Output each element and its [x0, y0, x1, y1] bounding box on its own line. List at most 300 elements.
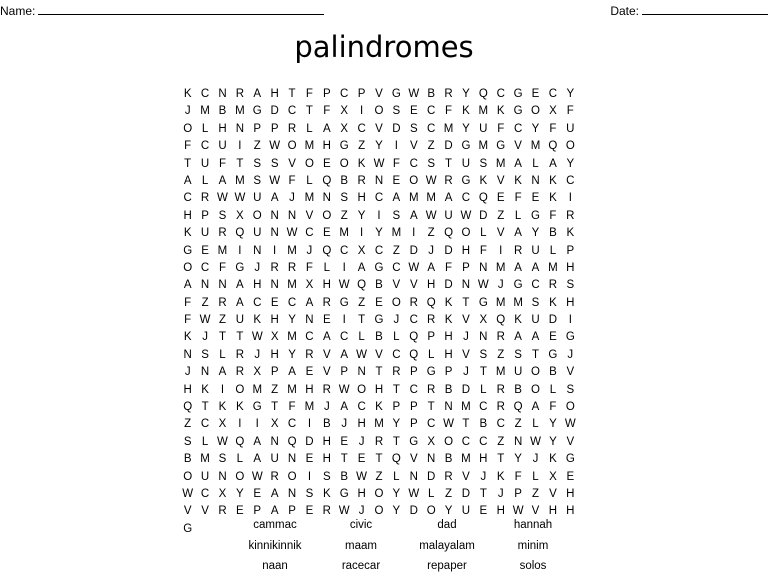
- grid-cell: F: [305, 261, 313, 274]
- grid-cell: M: [374, 418, 384, 431]
- grid-cell: R: [444, 470, 453, 483]
- grid-cell: T: [236, 157, 244, 170]
- grid-cell: A: [218, 366, 227, 379]
- grid-cell: Z: [497, 348, 505, 361]
- grid-cell: G: [496, 140, 506, 153]
- grid-cell: K: [496, 105, 505, 118]
- grid-cell: E: [322, 314, 331, 327]
- grid-cell: G: [183, 244, 193, 257]
- grid-cell: R: [427, 383, 436, 396]
- grid-cell: S: [201, 348, 209, 361]
- grid-cell: S: [305, 487, 314, 500]
- grid-cell: M: [252, 383, 263, 396]
- grid-cell: R: [235, 348, 245, 361]
- grid-cell: S: [427, 157, 435, 170]
- grid-cell: C: [392, 261, 401, 274]
- grid-cell: H: [444, 348, 453, 361]
- grid-cell: C: [183, 192, 192, 205]
- grid-cell: Y: [549, 418, 557, 431]
- word-list-item: racecar: [341, 560, 381, 572]
- grid-cell: H: [566, 505, 575, 518]
- grid-cell: T: [462, 418, 470, 431]
- grid-cell: M: [200, 453, 210, 466]
- grid-cell: S: [392, 105, 401, 118]
- grid-cell: Z: [218, 314, 226, 327]
- grid-cell: E: [305, 505, 314, 518]
- grid-cell: U: [200, 157, 210, 170]
- grid-cell: G: [183, 522, 193, 535]
- grid-cell: T: [358, 314, 366, 327]
- grid-cell: S: [340, 192, 349, 205]
- grid-cell: N: [235, 122, 245, 135]
- grid-cell: S: [409, 122, 418, 135]
- grid-cell: V: [375, 122, 383, 135]
- grid-cell: K: [549, 192, 557, 205]
- grid-cell: A: [340, 401, 349, 414]
- grid-cell: C: [496, 418, 505, 431]
- grid-cell: M: [235, 105, 245, 118]
- grid-cell: I: [307, 418, 312, 431]
- grid-cell: R: [235, 366, 245, 379]
- grid-cell: C: [340, 88, 349, 100]
- grid-cell: A: [392, 192, 401, 205]
- grid-cell: H: [566, 487, 575, 500]
- grid-cell: A: [270, 505, 279, 518]
- grid-cell: D: [461, 487, 471, 500]
- grid-cell: U: [566, 122, 575, 135]
- grid-cell: J: [323, 401, 330, 414]
- grid-cell: O: [531, 383, 540, 396]
- grid-cell: N: [374, 174, 384, 187]
- grid-cell: R: [566, 209, 575, 222]
- grid-cell: D: [461, 383, 471, 396]
- grid-cell: T: [184, 157, 192, 170]
- grid-cell: N: [218, 470, 227, 483]
- grid-cell: Q: [496, 314, 506, 327]
- grid-cell: Y: [531, 227, 540, 240]
- grid-cell: R: [357, 174, 366, 187]
- grid-cell: K: [322, 487, 331, 500]
- grid-cell: X: [218, 487, 227, 500]
- grid-cell: V: [322, 366, 331, 379]
- grid-cell: C: [409, 314, 418, 327]
- grid-cell: U: [253, 227, 262, 240]
- grid-cell: N: [357, 366, 366, 379]
- grid-cell: C: [374, 192, 384, 205]
- grid-cell: V: [392, 279, 401, 292]
- grid-cell: T: [288, 88, 296, 100]
- grid-cell: S: [566, 279, 575, 292]
- grid-cell: I: [342, 261, 346, 274]
- grid-cell: M: [217, 244, 228, 257]
- grid-cell: K: [514, 314, 522, 327]
- grid-cell: X: [340, 105, 349, 118]
- grid-cell: F: [549, 209, 557, 222]
- grid-cell: L: [532, 157, 539, 170]
- word-list-item: naan: [262, 560, 288, 572]
- grid-cell: T: [497, 453, 505, 466]
- grid-cell: X: [253, 366, 262, 379]
- grid-cell: L: [393, 331, 400, 344]
- grid-cell: C: [479, 401, 488, 414]
- grid-cell: P: [514, 487, 522, 500]
- grid-cell: N: [479, 331, 488, 344]
- grid-cell: O: [461, 227, 471, 240]
- grid-cell: C: [305, 331, 314, 344]
- grid-cell: P: [253, 122, 262, 135]
- grid-cell: M: [478, 140, 489, 153]
- grid-cell: U: [513, 366, 523, 379]
- grid-cell: K: [549, 296, 557, 309]
- grid-cell: G: [478, 296, 488, 309]
- grid-cell: A: [514, 261, 522, 274]
- grid-cell: R: [444, 88, 453, 100]
- grid-cell: R: [287, 122, 297, 135]
- grid-cell: Y: [392, 487, 401, 500]
- word-list-item: minim: [517, 539, 549, 552]
- grid-cell: W: [408, 88, 420, 100]
- grid-cell: K: [375, 401, 383, 414]
- grid-cell: M: [495, 296, 506, 309]
- grid-cell: D: [444, 279, 453, 292]
- grid-cell: S: [566, 383, 575, 396]
- grid-cell: Y: [288, 314, 296, 327]
- grid-cell: C: [340, 331, 349, 344]
- grid-cell: E: [409, 105, 418, 118]
- grid-cell: S: [218, 209, 227, 222]
- grid-cell: B: [549, 227, 557, 240]
- grid-cell: H: [218, 122, 227, 135]
- grid-cell: H: [322, 279, 331, 292]
- grid-cell: O: [287, 140, 297, 153]
- grid-cell: Z: [514, 418, 522, 431]
- grid-cell: S: [531, 296, 540, 309]
- name-label: Name:: [0, 4, 36, 18]
- grid-cell: W: [356, 470, 368, 483]
- grid-cell: R: [496, 383, 505, 396]
- grid-cell: R: [374, 435, 384, 448]
- grid-cell: C: [566, 174, 575, 187]
- grid-cell: E: [392, 174, 401, 187]
- grid-cell: Y: [514, 453, 522, 466]
- grid-cell: D: [548, 314, 558, 327]
- grid-cell: B: [549, 366, 557, 379]
- grid-cell: M: [235, 174, 245, 187]
- grid-cell: C: [340, 244, 349, 257]
- grid-cell: K: [549, 174, 557, 187]
- word-list-item: solos: [519, 560, 547, 572]
- grid-cell: O: [357, 383, 367, 396]
- grid-cell: Y: [566, 157, 575, 170]
- grid-cell: Z: [253, 140, 261, 153]
- grid-cell: H: [322, 453, 331, 466]
- grid-cell: Q: [426, 296, 436, 309]
- grid-cell: J: [532, 453, 539, 466]
- grid-cell: H: [496, 505, 505, 518]
- grid-cell: V: [409, 453, 418, 466]
- grid-cell: G: [391, 88, 401, 100]
- grid-cell: U: [531, 244, 540, 257]
- grid-cell: M: [287, 244, 297, 257]
- grid-cell: W: [338, 279, 350, 292]
- grid-cell: N: [287, 453, 297, 466]
- grid-cell: C: [548, 88, 558, 100]
- grid-cell: F: [184, 140, 192, 153]
- grid-cell: D: [427, 470, 436, 483]
- grid-cell: E: [549, 331, 557, 344]
- grid-cell: R: [496, 331, 505, 344]
- grid-cell: P: [270, 366, 279, 379]
- grid-cell: O: [183, 122, 193, 135]
- grid-cell: P: [201, 209, 209, 222]
- grid-cell: L: [219, 348, 226, 361]
- grid-cell: S: [218, 453, 227, 466]
- grid-cell: W: [512, 505, 524, 518]
- grid-cell: O: [252, 209, 262, 222]
- grid-cell: B: [322, 418, 331, 431]
- grid-cell: B: [514, 383, 522, 396]
- grid-cell: Q: [322, 244, 332, 257]
- grid-cell: N: [287, 209, 297, 222]
- grid-cell: M: [304, 140, 315, 153]
- grid-cell: E: [340, 435, 349, 448]
- grid-cell: H: [305, 383, 314, 396]
- grid-cell: V: [375, 88, 383, 100]
- grid-cell: R: [322, 296, 331, 309]
- grid-cell: F: [549, 401, 557, 414]
- grid-cell: I: [568, 192, 572, 205]
- grid-cell: I: [394, 140, 398, 153]
- grid-cell: M: [461, 401, 471, 414]
- grid-cell: Z: [445, 487, 453, 500]
- grid-cell: S: [479, 157, 488, 170]
- grid-cell: G: [339, 487, 349, 500]
- grid-cell: H: [357, 487, 366, 500]
- grid-cell: X: [427, 435, 435, 448]
- grid-cell: U: [200, 470, 210, 483]
- grid-cell: R: [409, 296, 418, 309]
- grid-cell: X: [340, 122, 349, 135]
- grid-cell: Y: [444, 505, 453, 518]
- grid-cell: F: [392, 157, 400, 170]
- grid-cell: J: [341, 418, 348, 431]
- grid-cell: I: [568, 314, 572, 327]
- grid-cell: F: [549, 122, 557, 135]
- grid-cell: B: [375, 279, 383, 292]
- grid-cell: K: [479, 174, 488, 187]
- grid-cell: N: [200, 366, 210, 379]
- grid-cell: W: [425, 209, 437, 222]
- grid-cell: D: [444, 140, 453, 153]
- grid-cell: F: [305, 88, 313, 100]
- grid-cell: F: [514, 470, 522, 483]
- grid-cell: E: [305, 453, 314, 466]
- grid-cell: N: [444, 401, 453, 414]
- grid-cell: G: [252, 401, 262, 414]
- grid-cell: J: [480, 470, 487, 483]
- grid-cell: A: [531, 331, 540, 344]
- grid-cell: U: [461, 157, 471, 170]
- grid-cell: W: [269, 140, 281, 153]
- grid-cell: R: [270, 261, 279, 274]
- grid-cell: C: [253, 296, 262, 309]
- grid-cell: W: [217, 192, 228, 205]
- grid-cell: S: [514, 348, 522, 361]
- grid-cell: Q: [548, 140, 558, 153]
- grid-cell: D: [392, 122, 401, 135]
- grid-cell: F: [288, 401, 296, 414]
- grid-cell: T: [392, 383, 400, 396]
- grid-cell: K: [183, 227, 192, 240]
- grid-cell: R: [322, 383, 331, 396]
- word-list-item: malayalam: [419, 539, 475, 552]
- grid-cell: V: [549, 487, 557, 500]
- grid-cell: A: [549, 157, 557, 170]
- grid-cell: W: [338, 505, 350, 518]
- grid-cell: N: [270, 209, 279, 222]
- grid-cell: Z: [497, 435, 505, 448]
- grid-cell: R: [496, 401, 505, 414]
- grid-cell: V: [462, 314, 470, 327]
- grid-cell: J: [567, 348, 574, 361]
- grid-cell: P: [427, 331, 435, 344]
- grid-cell: Z: [375, 470, 383, 483]
- name-field: [0, 4, 324, 18]
- grid-cell: C: [513, 122, 523, 135]
- grid-cell: L: [323, 261, 331, 274]
- grid-cell: A: [253, 453, 262, 466]
- grid-cell: N: [427, 453, 436, 466]
- grid-cell: V: [462, 470, 470, 483]
- grid-cell: T: [479, 366, 487, 379]
- grid-cell: S: [253, 157, 262, 170]
- grid-cell: R: [513, 244, 523, 257]
- grid-cell: Y: [566, 88, 575, 100]
- grid-cell: X: [236, 209, 244, 222]
- grid-cell: P: [357, 88, 366, 100]
- grid-cell: H: [479, 453, 488, 466]
- grid-cell: W: [443, 418, 454, 431]
- grid-cell: T: [479, 487, 487, 500]
- grid-cell: J: [463, 366, 469, 379]
- date-field: [610, 4, 768, 18]
- grid-cell: I: [360, 227, 364, 240]
- grid-cell: L: [549, 244, 557, 257]
- grid-cell: V: [409, 279, 418, 292]
- grid-cell: T: [340, 453, 348, 466]
- grid-cell: W: [373, 157, 385, 170]
- word-list-item: maam: [345, 539, 377, 552]
- grid-cell: J: [254, 261, 261, 274]
- grid-cell: U: [531, 314, 540, 327]
- grid-cell: E: [375, 296, 383, 309]
- grid-cell: O: [426, 505, 436, 518]
- grid-cell: Q: [183, 401, 193, 414]
- grid-cell: F: [566, 105, 574, 118]
- grid-cell: Q: [409, 348, 419, 361]
- grid-cell: C: [287, 105, 297, 118]
- grid-cell: R: [218, 505, 227, 518]
- grid-cell: L: [514, 209, 522, 222]
- grid-cell: K: [218, 401, 227, 414]
- grid-cell: L: [480, 383, 487, 396]
- grid-cell: C: [409, 157, 418, 170]
- grid-cell: A: [514, 227, 522, 240]
- grid-cell: C: [427, 105, 436, 118]
- grid-cell: R: [427, 314, 436, 327]
- grid-cell: M: [461, 453, 471, 466]
- grid-cell: H: [270, 348, 279, 361]
- grid-cell: T: [531, 348, 540, 361]
- grid-cell: O: [322, 209, 332, 222]
- grid-cell: G: [374, 261, 384, 274]
- grid-cell: N: [218, 279, 227, 292]
- grid-cell: R: [444, 174, 453, 187]
- grid-cell: F: [184, 314, 192, 327]
- grid-cell: Y: [375, 140, 383, 153]
- grid-cell: J: [497, 279, 504, 292]
- grid-cell: Y: [357, 209, 366, 222]
- grid-cell: F: [514, 192, 522, 205]
- grid-cell: C: [427, 418, 436, 431]
- grid-cell: N: [531, 174, 540, 187]
- grid-cell: J: [306, 244, 313, 257]
- grid-cell: V: [201, 505, 209, 518]
- grid-cell: A: [357, 261, 366, 274]
- grid-cell: A: [236, 279, 244, 292]
- grid-cell: I: [360, 105, 364, 118]
- grid-cell: H: [183, 209, 192, 222]
- grid-cell: C: [287, 418, 297, 431]
- grid-cell: A: [514, 157, 522, 170]
- grid-cell: P: [409, 418, 418, 431]
- grid-cell: N: [287, 487, 297, 500]
- grid-cell: M: [530, 140, 541, 153]
- grid-cell: E: [531, 192, 540, 205]
- grid-cell: O: [374, 487, 384, 500]
- grid-cell: T: [375, 366, 383, 379]
- grid-cell: N: [305, 314, 314, 327]
- grid-cell: D: [409, 505, 418, 518]
- grid-cell: L: [532, 418, 539, 431]
- grid-cell: E: [236, 505, 244, 518]
- grid-cell: T: [271, 401, 279, 414]
- grid-cell: I: [273, 244, 277, 257]
- grid-cell: W: [199, 314, 211, 327]
- grid-cell: U: [270, 453, 279, 466]
- grid-cell: F: [184, 296, 192, 309]
- grid-cell: P: [340, 366, 349, 379]
- grid-cell: T: [392, 435, 400, 448]
- grid-cell: T: [427, 401, 435, 414]
- grid-cell: H: [270, 88, 279, 100]
- grid-cell: Z: [201, 296, 209, 309]
- grid-cell: W: [356, 348, 368, 361]
- grid-cell: E: [253, 487, 262, 500]
- grid-cell: O: [183, 470, 193, 483]
- grid-cell: Q: [444, 227, 454, 240]
- grid-cell: I: [499, 244, 503, 257]
- grid-cell: N: [479, 261, 488, 274]
- grid-cell: O: [339, 157, 349, 170]
- grid-cell: P: [253, 505, 262, 518]
- grid-cell: V: [305, 209, 314, 222]
- grid-cell: A: [253, 435, 262, 448]
- word-list: [232, 515, 576, 577]
- grid-cell: V: [566, 366, 575, 379]
- grid-cell: A: [444, 192, 453, 205]
- grid-cell: V: [566, 435, 575, 448]
